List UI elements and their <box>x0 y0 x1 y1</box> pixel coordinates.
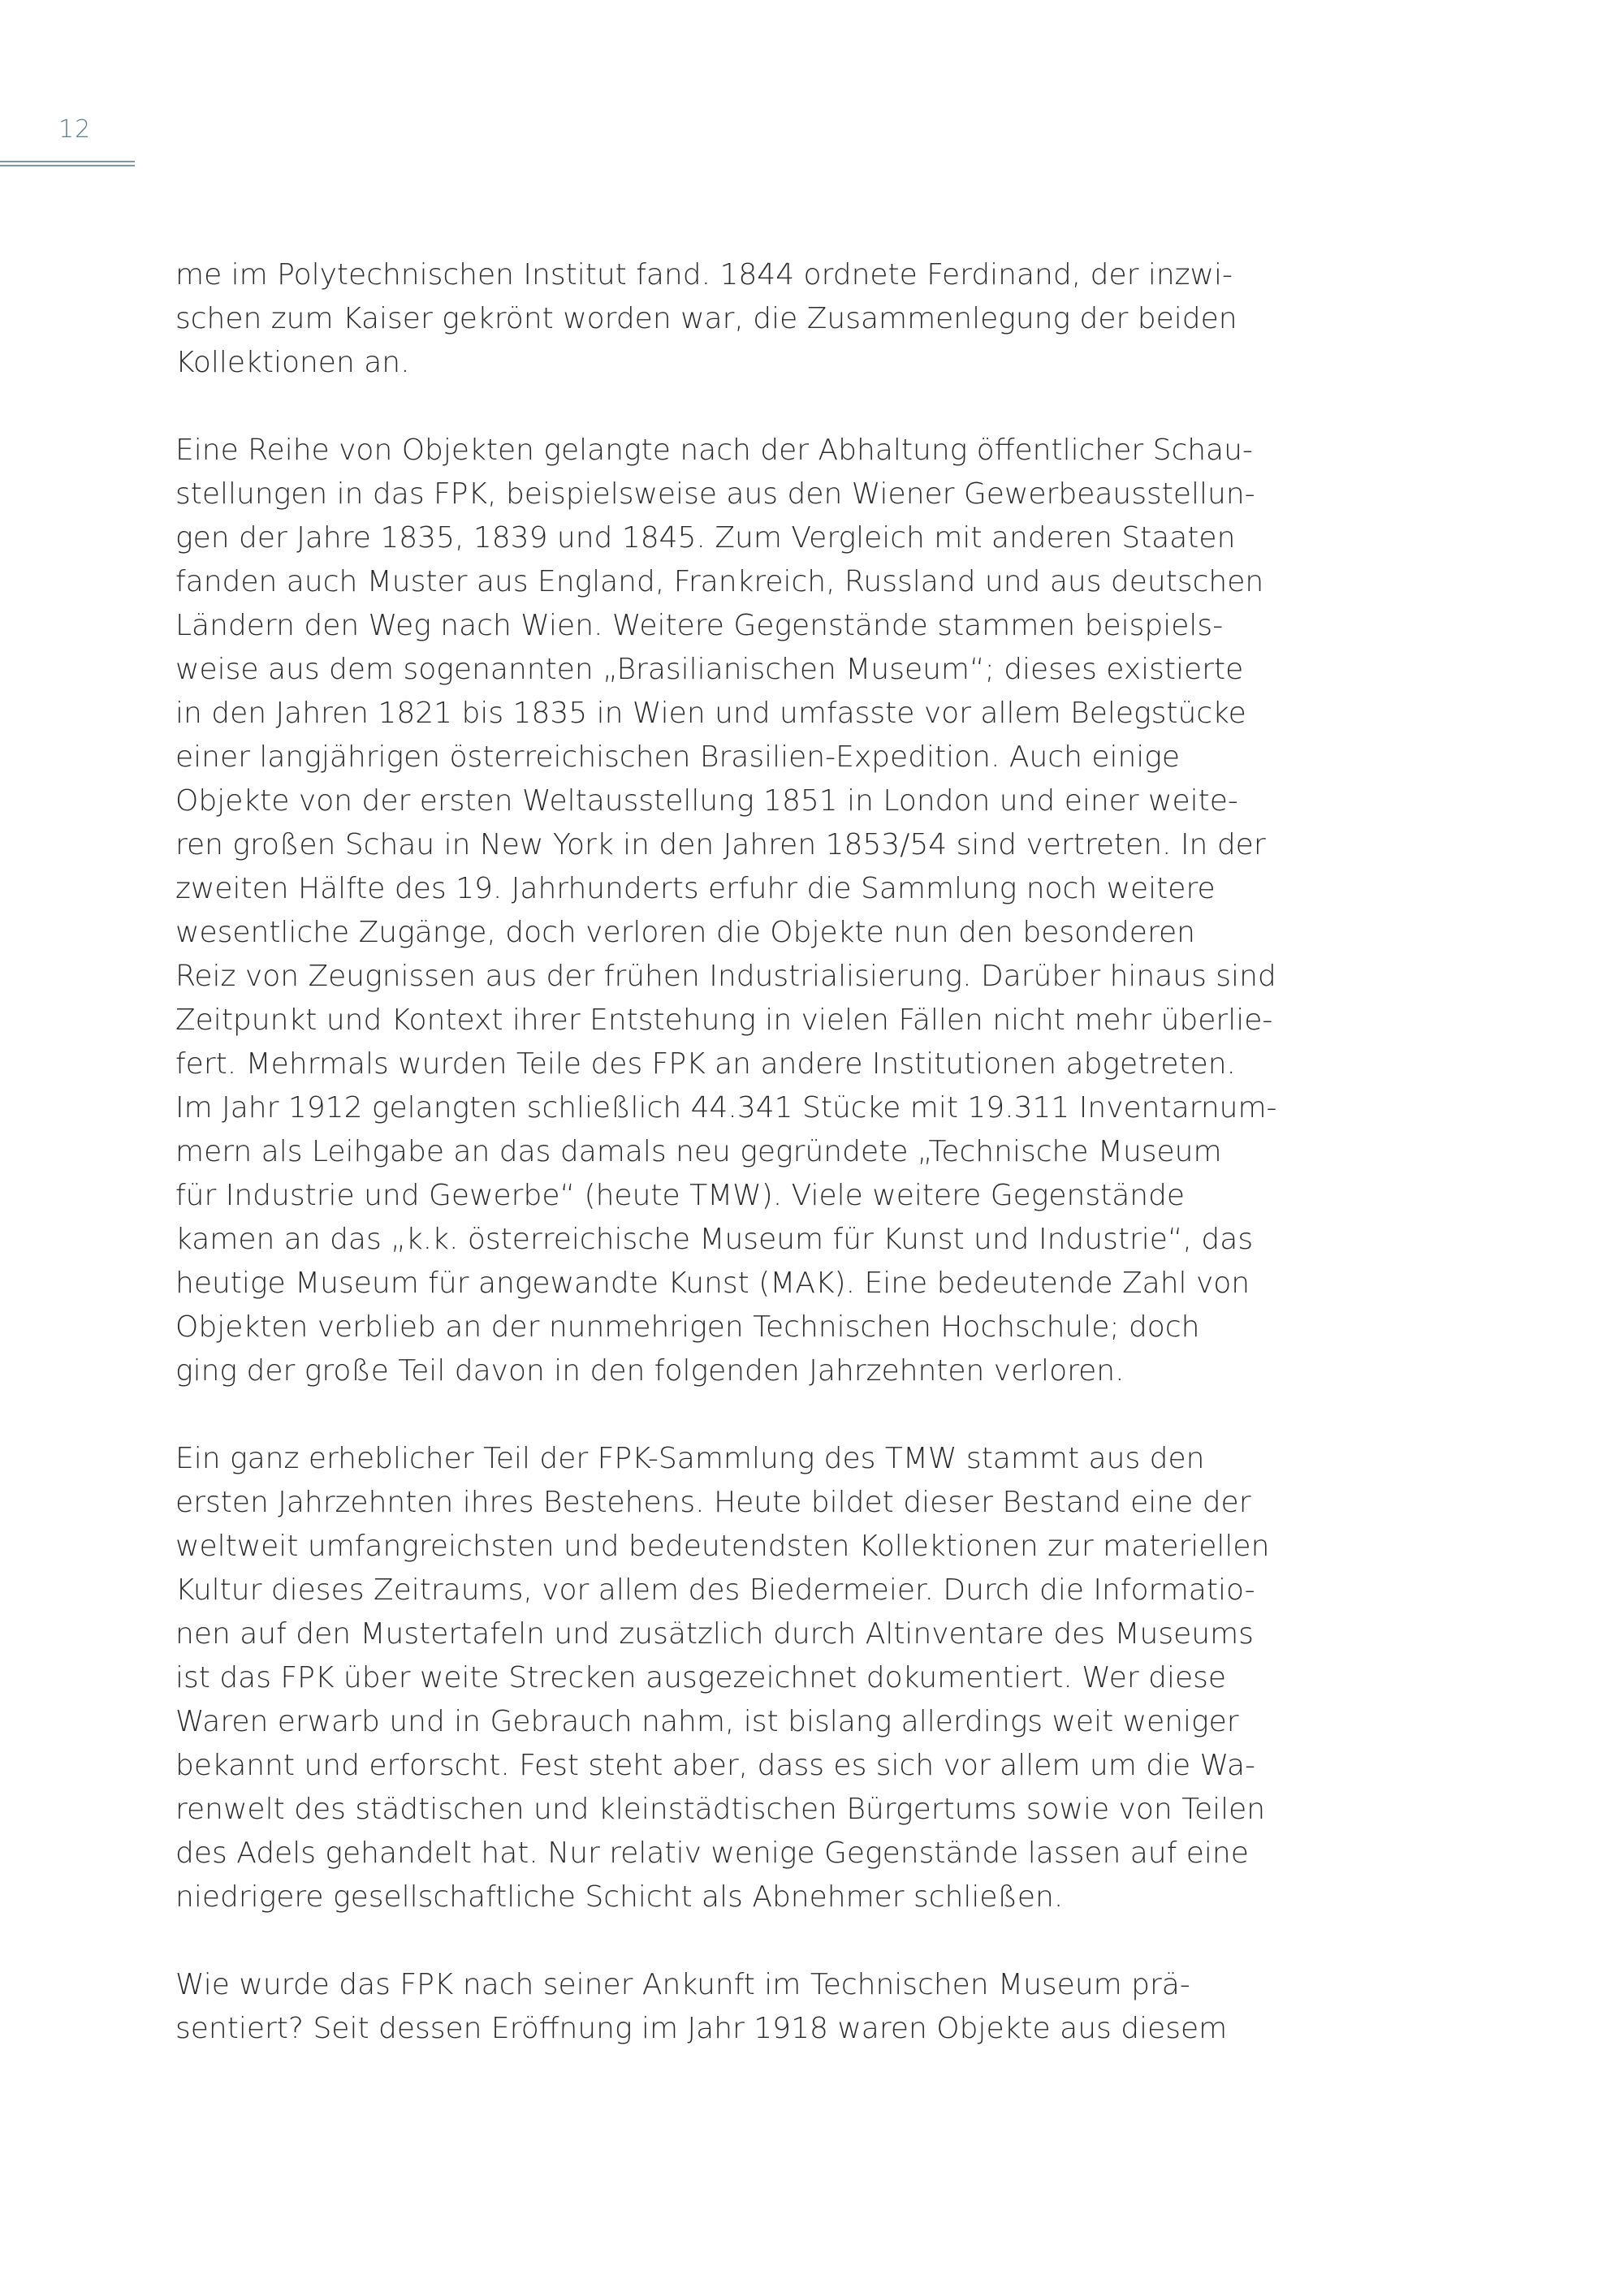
text-line: Ein ganz erheblicher Teil der FPK-Sammlung des TMW stammt aus den <box>175 1442 1205 1475</box>
text-line: weise aus dem sogenannten „Brasilianischen Museum“; dieses existierte <box>175 653 1244 686</box>
paragraph-gap <box>175 385 1280 429</box>
text-line: Wie wurde das FPK nach seiner Ankunft im Technischen Museum prä- <box>175 1968 1190 2001</box>
text-line: des Adels gehandelt hat. Nur relativ wenige Gegenstände lassen auf eine <box>175 1837 1249 1870</box>
text-line: fert. Mehrmals wurden Teile des FPK an andere Institutionen abgetreten. <box>175 1047 1236 1081</box>
paragraph <box>175 1963 1280 2051</box>
paragraph <box>175 429 1280 1393</box>
text-line: wesentliche Zugänge, doch verloren die Objekte nun den besonderen <box>175 916 1195 949</box>
text-line: kamen an das „k.k. österreichische Museum für Kunst und Industrie“, das <box>175 1223 1254 1256</box>
text-line: Ländern den Weg nach Wien. Weitere Gegenstände stammen beispiels- <box>175 609 1224 642</box>
text-line: Kollektionen an. <box>175 346 410 379</box>
text-line: nen auf den Mustertafeln und zusätzlich durch Altinventare des Museums <box>175 1617 1254 1651</box>
text-line: schen zum Kaiser gekrönt worden war, die Zusammenlegung der beiden <box>175 302 1237 335</box>
text-line: niedrigere gesellschaftliche Schicht als Abnehmer schließen. <box>175 1880 1064 1914</box>
text-line: Reiz von Zeugnissen aus der frühen Industrialisierung. Darüber hinaus sind <box>175 960 1276 993</box>
text-line: Eine Reihe von Objekten gelangte nach der Abhaltung öffentlicher Schau- <box>175 434 1253 467</box>
text-line: Zeitpunkt und Kontext ihrer Entstehung in vielen Fällen nicht mehr überlie- <box>175 1004 1273 1037</box>
text-line: ren großen Schau in New York in den Jahren 1853/54 sind vertreten. In der <box>175 828 1266 861</box>
text-line: Im Jahr 1912 gelangten schließlich 44.341 Stücke mit 19.311 Inventarnum- <box>175 1091 1277 1124</box>
text-line: bekannt und erforscht. Fest steht aber, dass es sich vor allem um die Wa- <box>175 1749 1255 1782</box>
text-line: Kultur dieses Zeitraums, vor allem des Biedermeier. Durch die Informatio- <box>175 1573 1255 1607</box>
text-line: me im Polytechnischen Institut fand. 1844 ordnete Ferdinand, der inzwi- <box>175 258 1233 291</box>
text-line: gen der Jahre 1835, 1839 und 1845. Zum Vergleich mit anderen Staaten <box>175 521 1236 555</box>
text-line: renwelt des städtischen und kleinstädtischen Bürgertums sowie von Teilen <box>175 1793 1266 1826</box>
text-line: Waren erwarb und in Gebrauch nahm, ist bislang allerdings weit weniger <box>175 1705 1239 1738</box>
text-line: ist das FPK über weite Strecken ausgezeichnet dokumentiert. Wer diese <box>175 1661 1227 1694</box>
paragraph-gap <box>175 1393 1280 1437</box>
text-line: einer langjährigen österreichischen Brasilien-Expedition. Auch einige <box>175 740 1181 774</box>
text-line: fanden auch Muster aus England, Frankreich, Russland und aus deutschen <box>175 565 1264 598</box>
page-number: 12 <box>58 115 92 144</box>
text-line: in den Jahren 1821 bis 1835 in Wien und umfasste vor allem Belegstücke <box>175 697 1246 730</box>
text-line: zweiten Hälfte des 19. Jahrhunderts erfuhr die Sammlung noch weitere <box>175 872 1216 905</box>
text-line: mern als Leihgabe an das damals neu gegründete „Technische Museum <box>175 1135 1222 1168</box>
text-line: ersten Jahrzehnten ihres Bestehens. Heute bildet dieser Bestand eine der <box>175 1486 1251 1519</box>
text-line: Objekte von der ersten Weltausstellung 1851 in London und einer weite- <box>175 784 1238 818</box>
header-rule-top <box>0 161 135 162</box>
header-rule-bottom <box>0 165 135 166</box>
paragraph <box>175 253 1280 385</box>
text-line: sentiert? Seit dessen Eröffnung im Jahr 1918 waren Objekte aus diesem <box>175 2012 1228 2045</box>
paragraph <box>175 1437 1280 1919</box>
text-line: heutige Museum für angewandte Kunst (MAK). Eine bedeutende Zahl von <box>175 1267 1250 1300</box>
text-line: weltweit umfangreichsten und bedeutendsten Kollektionen zur materiellen <box>175 1530 1270 1563</box>
text-line: für Industrie und Gewerbe“ (heute TMW). Viele weitere Gegenstände <box>175 1179 1186 1212</box>
text-line: ging der große Teil davon in den folgenden Jahrzehnten verloren. <box>175 1354 1125 1388</box>
body-text <box>175 253 1280 2051</box>
paragraph-gap <box>175 1919 1280 1963</box>
text-line: stellungen in das FPK, beispielsweise aus den Wiener Gewerbeausstellun- <box>175 477 1255 511</box>
text-line: Objekten verblieb an der nunmehrigen Technischen Hochschule; doch <box>175 1310 1200 1344</box>
